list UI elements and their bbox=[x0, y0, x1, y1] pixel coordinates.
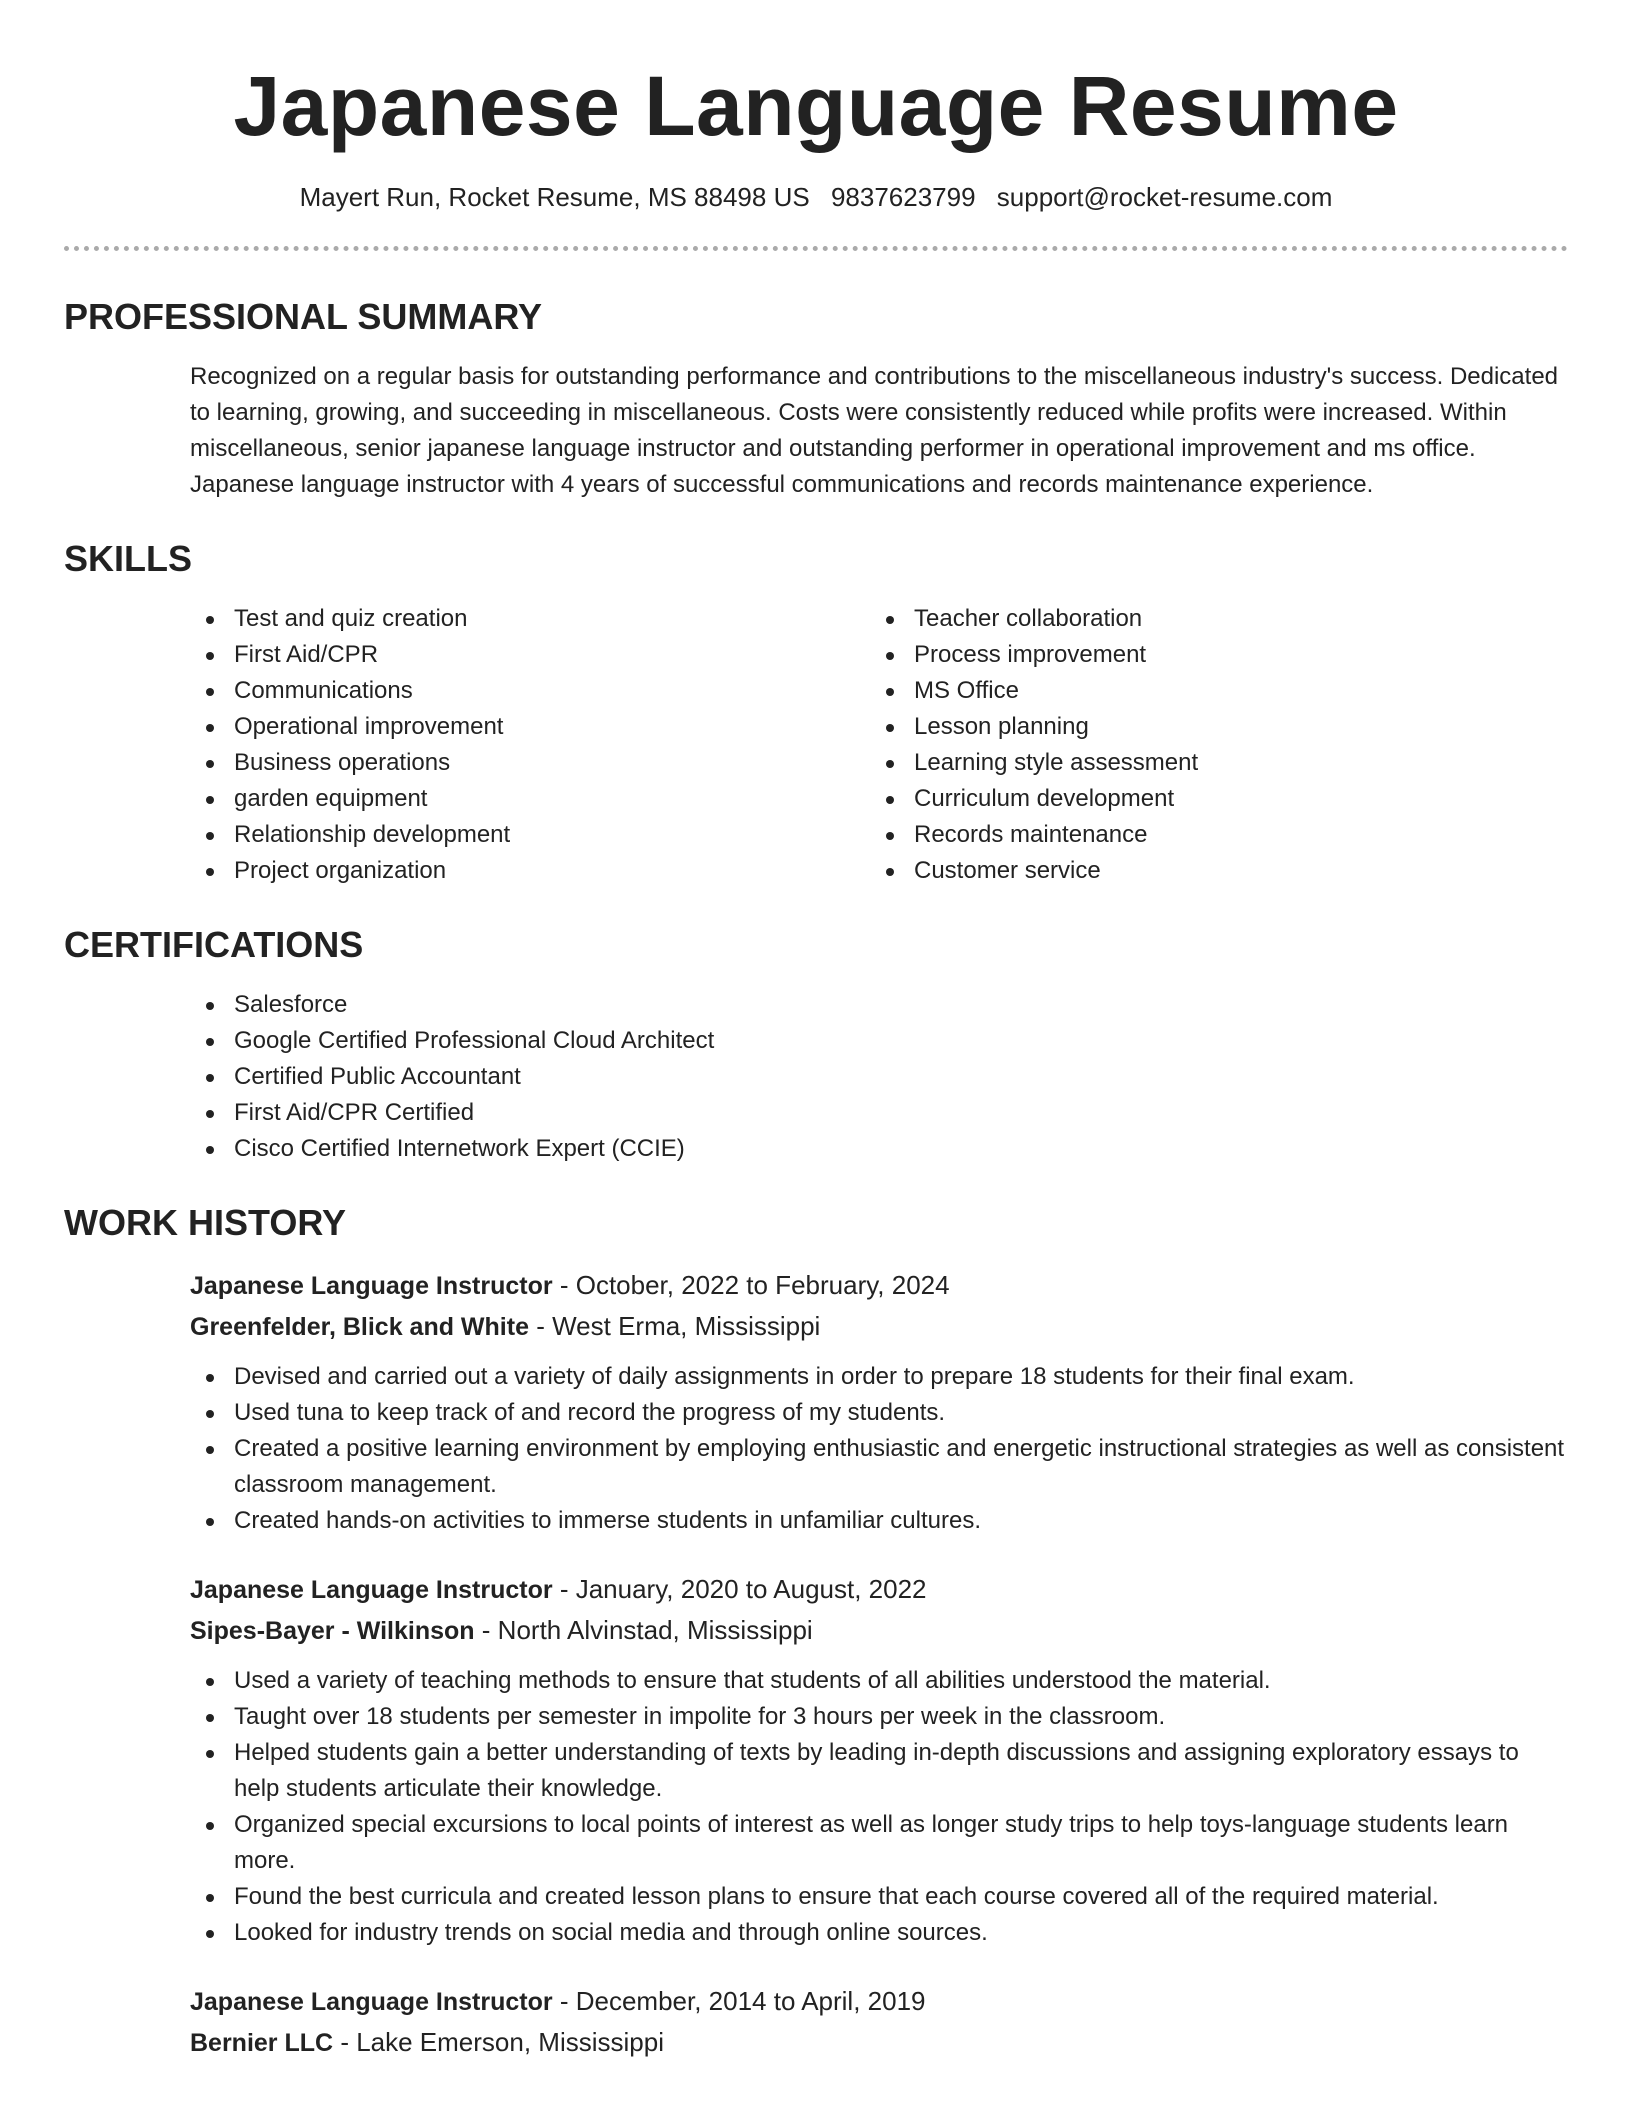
certification-item: Salesforce bbox=[190, 987, 1568, 1023]
resume-title: Japanese Language Resume bbox=[233, 59, 1399, 153]
job-title: Japanese Language Instructor bbox=[190, 1576, 553, 1604]
job-duties bbox=[190, 1359, 1568, 1539]
job-dates: - January, 2020 to August, 2022 bbox=[552, 1574, 927, 1604]
duty-item: Created hands-on activities to immerse students in unfamiliar cultures. bbox=[190, 1503, 1568, 1539]
certification-item: First Aid/CPR Certified bbox=[190, 1095, 1568, 1131]
skill-item: Records maintenance bbox=[870, 817, 1198, 853]
header-divider bbox=[64, 246, 1568, 251]
job-title: Japanese Language Instructor bbox=[190, 1988, 553, 2016]
skill-item: Teacher collaboration bbox=[870, 601, 1198, 637]
contact-email: support@rocket-resume.com bbox=[996, 182, 1333, 212]
job-company: Sipes-Bayer - Wilkinson bbox=[190, 1617, 475, 1645]
work-history-section bbox=[64, 1201, 1568, 2063]
duty-item: Used a variety of teaching methods to ensure that students of all abilities understood the material. bbox=[190, 1663, 1568, 1699]
certification-item: Cisco Certified Internetwork Expert (CCIE) bbox=[190, 1131, 1568, 1167]
summary-text: Recognized on a regular basis for outstanding performance and contributions to the miscellaneous industry's success. Dedicated to learning, growing, and succeeding in miscellaneous. Costs were consistently reduced while profits were increased. Within miscellaneous, senior japanese language instructor and outstanding performer in operational improvement and ms office. Japanese language instructor with 4 years of successful communications and records maintenance experience. bbox=[190, 363, 1559, 498]
job-duties bbox=[190, 1663, 1568, 1951]
job-location: - Lake Emerson, Mississippi bbox=[333, 2027, 664, 2057]
job-entry bbox=[190, 1569, 1568, 1951]
job-entry bbox=[190, 1981, 1568, 2063]
skill-item: Curriculum development bbox=[870, 781, 1198, 817]
duty-item: Looked for industry trends on social media and through online sources. bbox=[190, 1915, 1568, 1951]
duty-item: Organized special excursions to local points of interest as well as longer study trips to help toys-language students learn more. bbox=[190, 1807, 1568, 1879]
skill-item: Process improvement bbox=[870, 637, 1198, 673]
job-title-line bbox=[190, 1265, 1568, 1306]
skills-grid bbox=[64, 601, 1568, 889]
certifications-section bbox=[64, 923, 1568, 1167]
work-history-heading: WORK HISTORY bbox=[64, 1202, 347, 1243]
skill-item: Learning style assessment bbox=[870, 745, 1198, 781]
skill-item: Test and quiz creation bbox=[190, 601, 870, 637]
job-company-line bbox=[190, 1610, 1568, 1651]
skill-item: Relationship development bbox=[190, 817, 870, 853]
job-location: - West Erma, Mississippi bbox=[528, 1311, 821, 1341]
job-company-line bbox=[190, 2022, 1568, 2063]
contact-line bbox=[64, 180, 1568, 214]
skill-item: Business operations bbox=[190, 745, 870, 781]
summary-section bbox=[64, 295, 1568, 503]
summary-heading: PROFESSIONAL SUMMARY bbox=[64, 296, 543, 337]
duty-item: Taught over 18 students per semester in impolite for 3 hours per week in the classroom. bbox=[190, 1699, 1568, 1735]
skill-item: Operational improvement bbox=[190, 709, 870, 745]
contact-phone: 9837623799 bbox=[830, 182, 976, 212]
job-company: Bernier LLC bbox=[190, 2029, 334, 2057]
skills-section bbox=[64, 537, 1568, 889]
certifications-heading: CERTIFICATIONS bbox=[64, 924, 364, 965]
skill-item: Communications bbox=[190, 673, 870, 709]
certification-item: Google Certified Professional Cloud Architect bbox=[190, 1023, 1568, 1059]
skill-item: Project organization bbox=[190, 853, 870, 889]
job-title-line bbox=[190, 1981, 1568, 2022]
job-title: Japanese Language Instructor bbox=[190, 1272, 553, 1300]
job-location: - North Alvinstad, Mississippi bbox=[474, 1615, 813, 1645]
contact-address: Mayert Run, Rocket Resume, MS 88498 US bbox=[299, 182, 810, 212]
duty-item: Found the best curricula and created lesson plans to ensure that each course covered all of the required material. bbox=[190, 1879, 1568, 1915]
job-entry bbox=[190, 1265, 1568, 1539]
duty-item: Created a positive learning environment by employing enthusiastic and energetic instructional strategies as well as consistent classroom management. bbox=[190, 1431, 1568, 1503]
job-company: Greenfelder, Blick and White bbox=[190, 1313, 529, 1341]
duty-item: Used tuna to keep track of and record the progress of my students. bbox=[190, 1395, 1568, 1431]
job-dates: - December, 2014 to April, 2019 bbox=[552, 1986, 926, 2016]
skill-item: First Aid/CPR bbox=[190, 637, 870, 673]
certifications-list bbox=[190, 987, 1568, 1167]
skill-item: garden equipment bbox=[190, 781, 870, 817]
duty-item: Devised and carried out a variety of daily assignments in order to prepare 18 students for their final exam. bbox=[190, 1359, 1568, 1395]
certification-item: Certified Public Accountant bbox=[190, 1059, 1568, 1095]
job-company-line bbox=[190, 1306, 1568, 1347]
skill-item: MS Office bbox=[870, 673, 1198, 709]
resume-page bbox=[64, 0, 1568, 2063]
skill-item: Customer service bbox=[870, 853, 1198, 889]
job-dates: - October, 2022 to February, 2024 bbox=[552, 1270, 950, 1300]
skills-right-column bbox=[870, 601, 1198, 889]
skills-heading: SKILLS bbox=[64, 538, 193, 579]
job-title-line bbox=[190, 1569, 1568, 1610]
skill-item: Lesson planning bbox=[870, 709, 1198, 745]
skills-left-column bbox=[190, 601, 870, 889]
duty-item: Helped students gain a better understanding of texts by leading in-depth discussions and assigning exploratory essays to help students articulate their knowledge. bbox=[190, 1735, 1568, 1807]
